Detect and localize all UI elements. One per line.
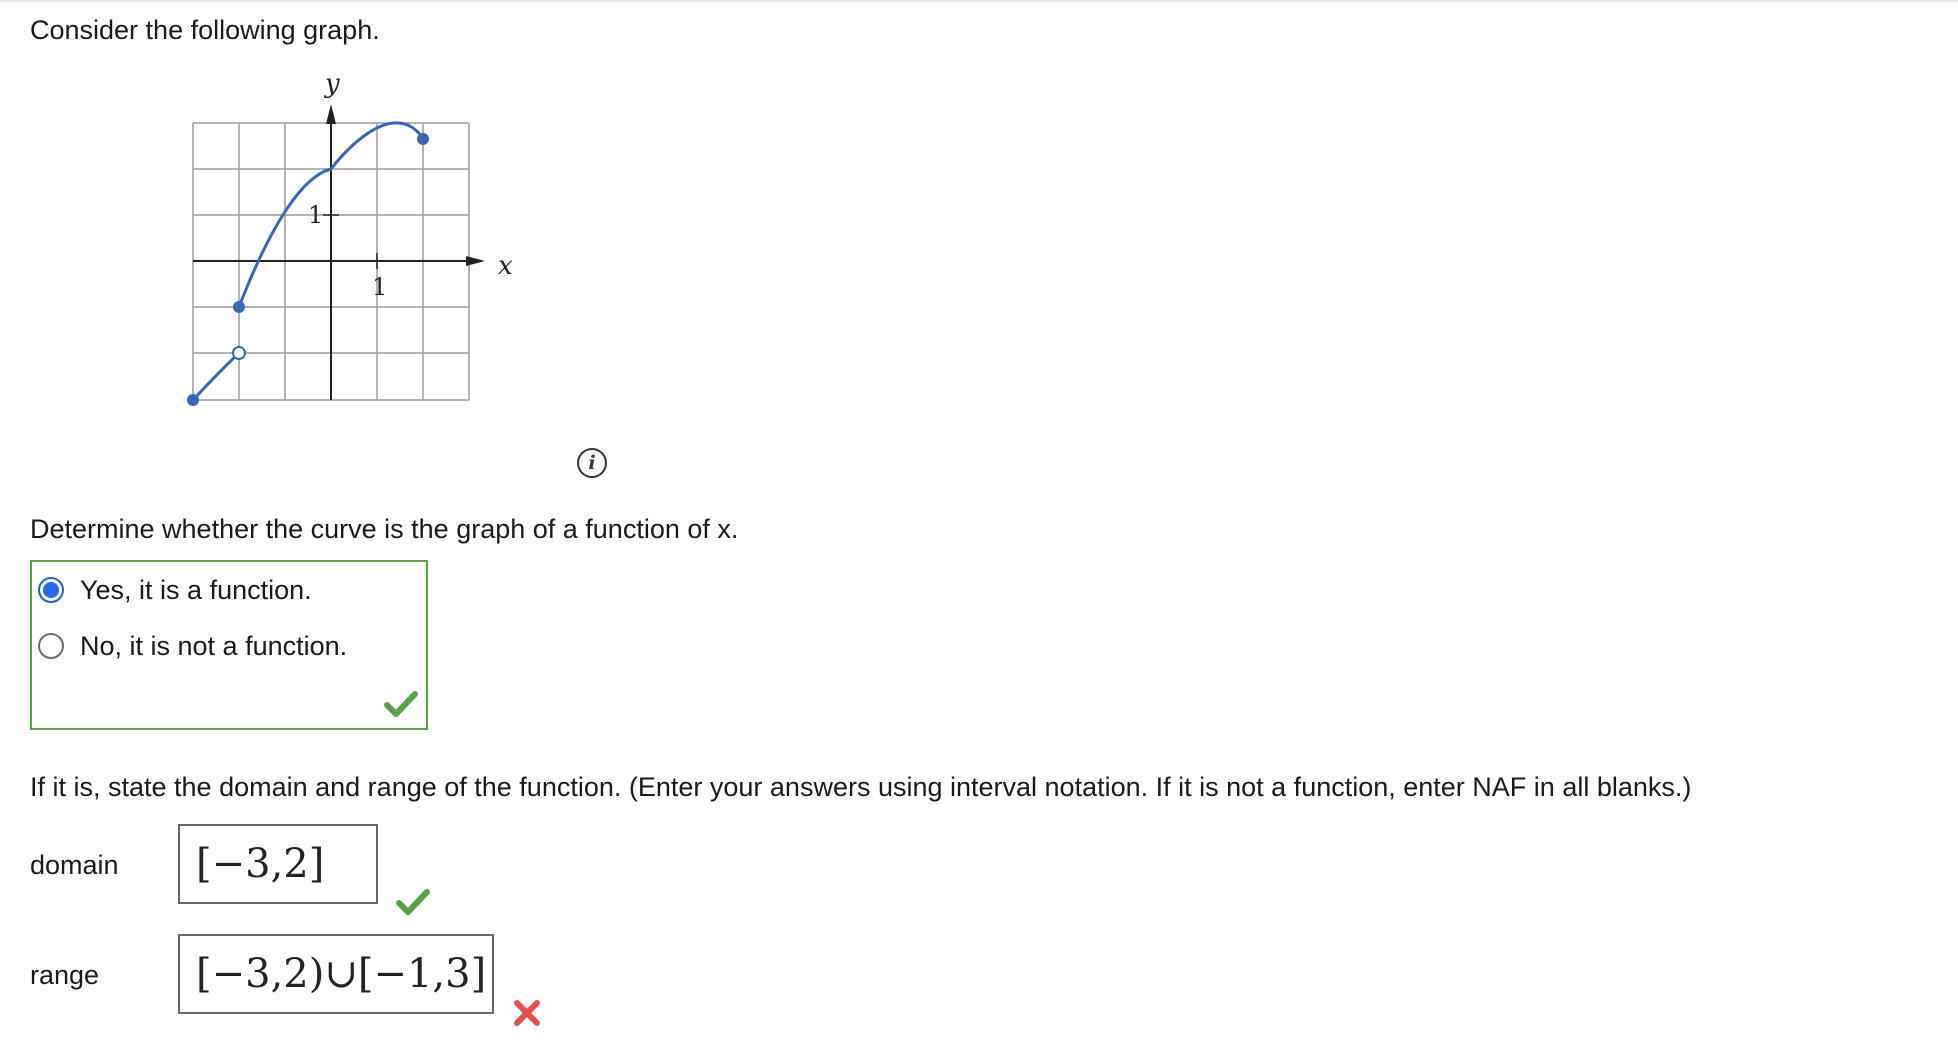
incorrect-x-icon <box>512 998 542 1028</box>
open-point <box>233 347 245 359</box>
choice-yes-label: Yes, it is a function. <box>80 574 312 605</box>
y-axis-label: y <box>325 72 340 99</box>
range-label: range <box>30 960 100 990</box>
x-axis-label: x <box>498 251 513 281</box>
function-choice-group <box>30 560 428 730</box>
closed-point-end <box>417 133 429 145</box>
closed-point-start <box>187 394 199 406</box>
choice-yes[interactable] <box>38 572 312 608</box>
choice-no[interactable] <box>38 628 347 664</box>
domain-label: domain <box>30 850 119 880</box>
top-divider <box>0 0 1958 2</box>
domain-range-prompt: If it is, state the domain and range of the function. (Enter your answers using interval notation. If it is not a function, enter NAF in all blanks.) <box>30 772 1692 802</box>
question-title: Consider the following graph. <box>30 15 380 45</box>
domain-input[interactable]: [−3,2] <box>178 824 378 904</box>
radio-no[interactable] <box>38 633 64 659</box>
function-graph <box>180 72 630 492</box>
choice-no-label: No, it is not a function. <box>80 630 348 661</box>
checkmark-icon <box>384 690 418 718</box>
closed-point-jump <box>233 301 245 313</box>
checkmark-icon <box>396 888 430 916</box>
curve-lower-segment <box>193 353 239 400</box>
y-tick-label: 1 <box>308 201 324 229</box>
range-input[interactable]: [−3,2)∪[−1,3] <box>178 934 494 1014</box>
radio-yes[interactable] <box>38 577 64 603</box>
x-tick-label: 1 <box>372 273 388 301</box>
info-icon[interactable]: i <box>577 448 607 478</box>
determine-prompt: Determine whether the curve is the graph of a function of x. <box>30 514 739 544</box>
